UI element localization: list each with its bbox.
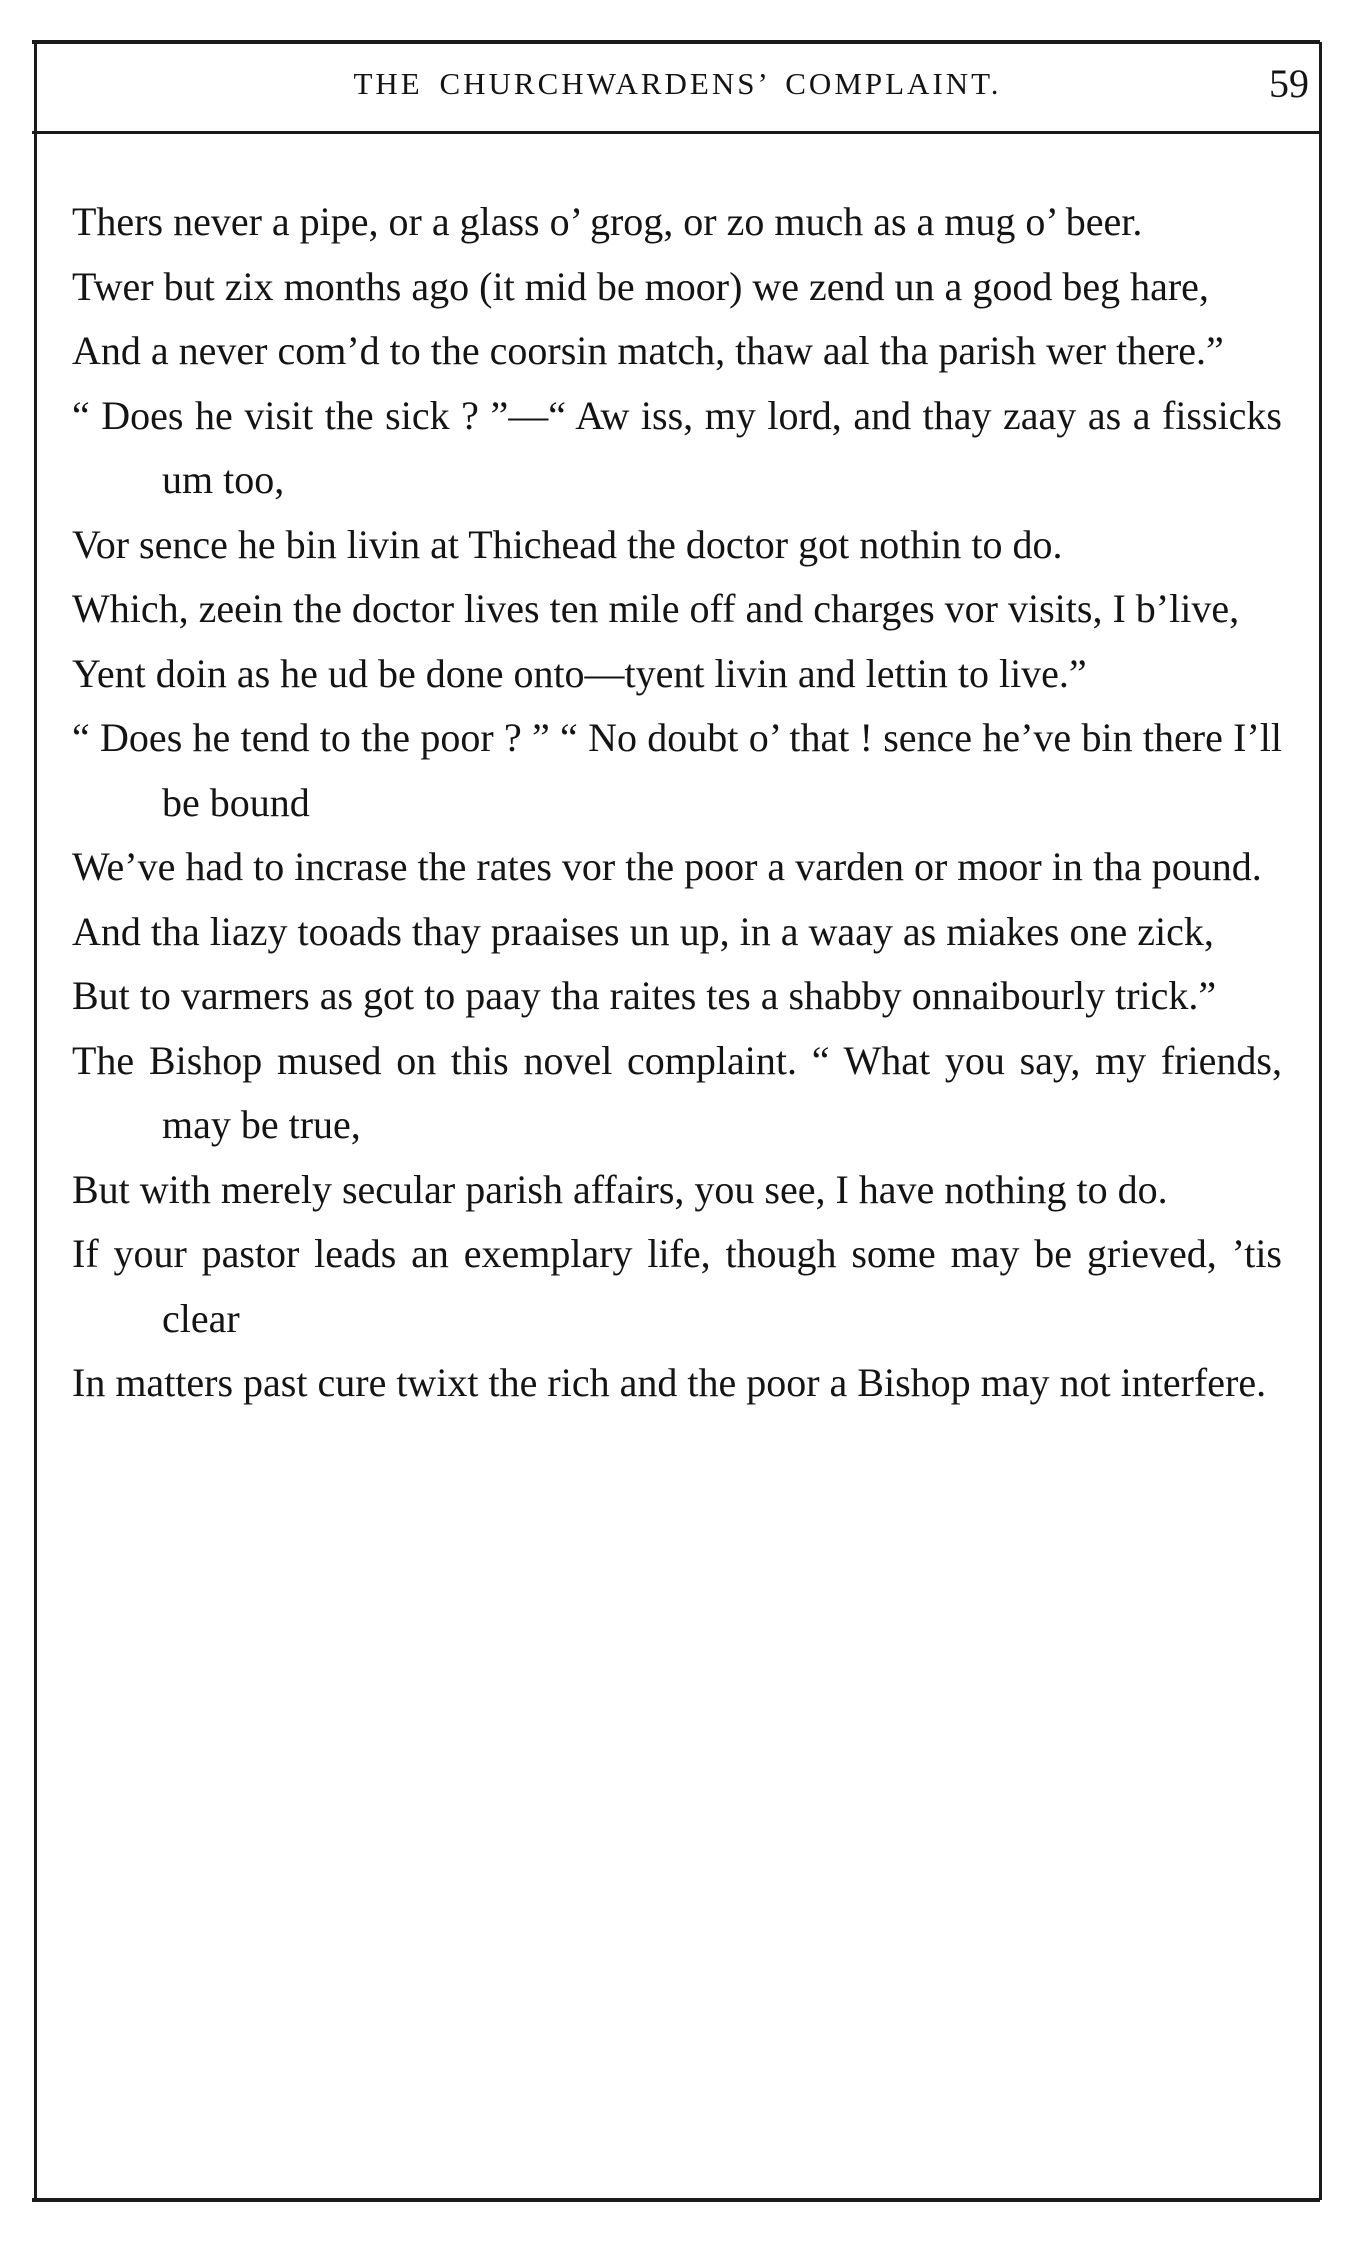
verse-line: Which, zeein the doctor lives ten mile off and charges vor visits, I b’live, xyxy=(72,586,1240,631)
verse-line: “ Does he tend to the poor ? ” “ No doubt o’ that ! sence he’ve bin there I’ll be bound xyxy=(72,715,1282,825)
verse-line: If your pastor leads an exemplary life, though some may be grieved, ’tis clear xyxy=(72,1231,1282,1341)
verse-line: Vor sence he bin livin at Thichead the doctor got nothin to do. xyxy=(72,521,1063,567)
running-head xyxy=(40,60,1315,112)
page-number: 59 xyxy=(1269,61,1309,106)
verse-line: “ Does he visit the sick ? ”—“ Aw iss, my lord, and thay zaay as a fissicks um too, xyxy=(72,392,1282,502)
verse-line: Thers never a pipe, or a glass o’ grog, or zo much as a mug o’ beer. xyxy=(72,199,1143,244)
verse-line: Twer but zix months ago (it mid be moor) we zend un a good beg hare, xyxy=(72,263,1209,309)
verse-line: The Bishop mused on this novel complaint. “ What you say, my friends, may be true, xyxy=(72,1037,1282,1147)
verse-line: In matters past cure twixt the rich and the poor a Bishop may not interfere. xyxy=(72,1360,1267,1405)
verse-line: We’ve had to incrase the rates vor the poor a varden or moor in tha pound. xyxy=(72,844,1262,889)
verse-line: And tha liazy tooads thay praaises un up, in a waay as miakes one zick, xyxy=(72,908,1214,954)
verse-line: Yent doin as he ud be done onto—tyent livin and lettin to live.” xyxy=(72,650,1087,696)
header-rule xyxy=(32,131,1320,134)
verse-line: But with merely secular parish affairs, you see, I have nothing to do. xyxy=(72,1166,1168,1212)
poem-body xyxy=(72,190,1282,1416)
bottom-rule xyxy=(32,2198,1320,2202)
verse-line: And a never com’d to the coorsin match, thaw aal tha parish wer there.” xyxy=(72,328,1224,373)
top-rule xyxy=(32,40,1320,44)
verse-line: But to varmers as got to paay tha raites tes a shabby onnaibourly trick.” xyxy=(72,973,1217,1018)
running-title: THE CHURCHWARDENS’ COMPLAINT. xyxy=(353,66,1002,101)
